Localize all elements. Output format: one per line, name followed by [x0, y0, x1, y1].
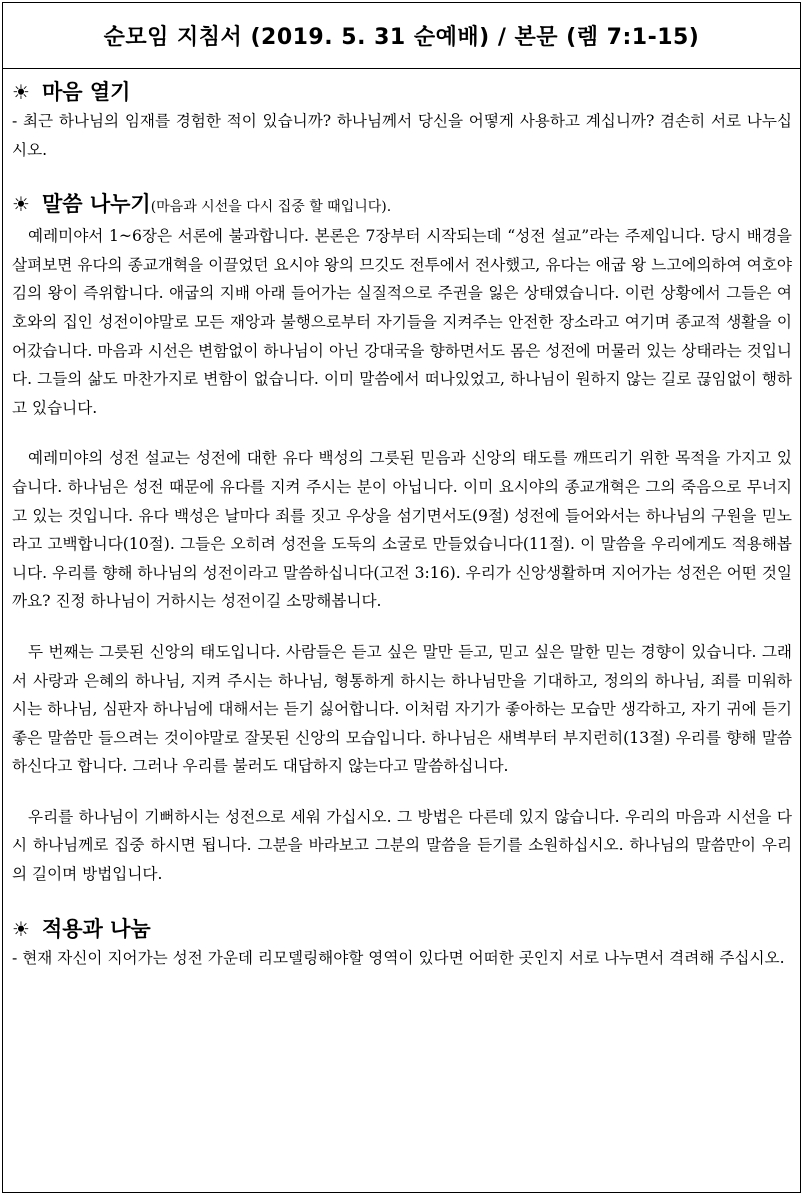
- section-heading-word-sharing: [12, 189, 792, 222]
- section-title: 적용과 나눔: [41, 915, 151, 941]
- section-note: (마음과 시선을 다시 집중 할 때입니다).: [150, 199, 392, 216]
- sun-icon: ☀: [12, 916, 30, 941]
- section-title: 마음 열기: [41, 79, 131, 104]
- sun-icon: ☀: [12, 80, 30, 104]
- section-heading-application: [12, 914, 792, 944]
- document-page: [2, 2, 801, 1193]
- section-paragraph: 예레미야의 성전 설교는 성전에 대한 유다 백성의 그릇된 믿음과 신앙의 태도를 깨뜨리기 위한 목적을 가지고 있습니다. 하나님은 성전 때문에 유다를 지켜 주시는 분이 아닙니다. 이미 요시야의 종교개혁은 그의 죽음으로 무너지고 있는 것입니다. 유다 백성은 날마다 죄를 짓고 우상을 섬기면서도(9절) 성전에 들어와서는 하나님의 구원을 믿노라고 고백합니다(10절). 그들은 오히려 성전을 도둑의 소굴로 만들었습니다(11절). 이 말씀을 우리에게도 적용해봅니다. 우리를 향해 하나님의 성전이라고 말씀하십니다(고전 3:16). 우리가 신앙생활하며 지어가는 성전은 어떤 것일까요? 진정 하나님이 거하시는 성전이길 소망해봅니다.: [12, 449, 792, 611]
- section-paragraph: - 최근 하나님의 임재를 경험한 적이 있습니까? 하나님께서 당신을 어떻게 사용하고 계십니까? 겸손히 서로 나누십시오.: [12, 112, 792, 159]
- section-paragraph: 우리를 하나님이 기뻐하시는 성전으로 세워 가십시오. 그 방법은 다른데 있지 않습니다. 우리의 마음과 시선을 다시 하나님께로 집중 하시면 됩니다. 그분을 바라보고 그분의 말씀을 듣기를 소원하십시오. 하나님의 말씀만이 우리의 길이며 방법입니다.: [12, 807, 792, 884]
- title-row: [3, 3, 800, 69]
- section-paragraph: 두 번째는 그릇된 신앙의 태도입니다. 사람들은 듣고 싶은 말만 듣고, 믿고 싶은 말한 믿는 경향이 있습니다. 그래서 사랑과 은혜의 하나님, 지켜 주시는 하나님, 형통하게 하시는 하나님만을 기대하고, 정의의 하나님, 죄를 미워하시는 하나님, 심판자 하나님에 대해서는 듣기 싫어합니다. 이처럼 자기가 좋아하는 모습만 생각하고, 자기 귀에 듣기 좋은 말씀만 들으려는 것이야말로 잘못된 신앙의 모습입니다. 하나님은 새벽부터 부지런히(13절) 우리를 향해 말씀하신다고 합니다. 그러나 우리를 불러도 대답하지 않는다고 말씀하십니다.: [12, 642, 792, 776]
- section-title: 말씀 나누기: [41, 191, 151, 217]
- section-heading-open-heart: [12, 77, 792, 107]
- section-paragraph: - 현재 자신이 지어가는 성전 가운데 리모델링해야할 영역이 있다면 어떠한 곳인지 서로 나누면서 격려해 주십시오.: [12, 948, 785, 967]
- section-paragraph: 예레미야서 1~6장은 서론에 불과합니다. 본론은 7장부터 시작되는데 “성전 설교”라는 주제입니다. 당시 배경을 살펴보면 유다의 종교개혁을 이끌었던 요시야 왕의 므깃도 전투에서 전사했고, 유다는 애굽 왕 느고에의하여 여호야김의 왕이 즉위합니다. 애굽의 지배 아래 들어가는 실질적으로 주권을 잃은 상태였습니다. 이런 상황에서 그들은 여호와의 집인 성전이야말로 모든 재앙과 불행으로부터 자기들을 지켜주는 안전한 장소라고 여기며 종교적 생활을 이어갔습니다. 마음과 시선은 변함없이 하나님이 아닌 강대국을 향하면서도 몸은 성전에 머물러 있는 상태라는 것입니다. 그들의 삶도 마찬가지로 변함이 없습니다. 이미 말씀에서 떠나있었고, 하나님이 원하지 않는 길로 끊임없이 행하고 있습니다.: [12, 227, 792, 417]
- page-title: 순모임 지침서 (2019. 5. 31 순예배) / 본문 (렘 7:1-15): [103, 25, 700, 50]
- sun-icon: ☀: [12, 192, 30, 217]
- content: [3, 69, 800, 972]
